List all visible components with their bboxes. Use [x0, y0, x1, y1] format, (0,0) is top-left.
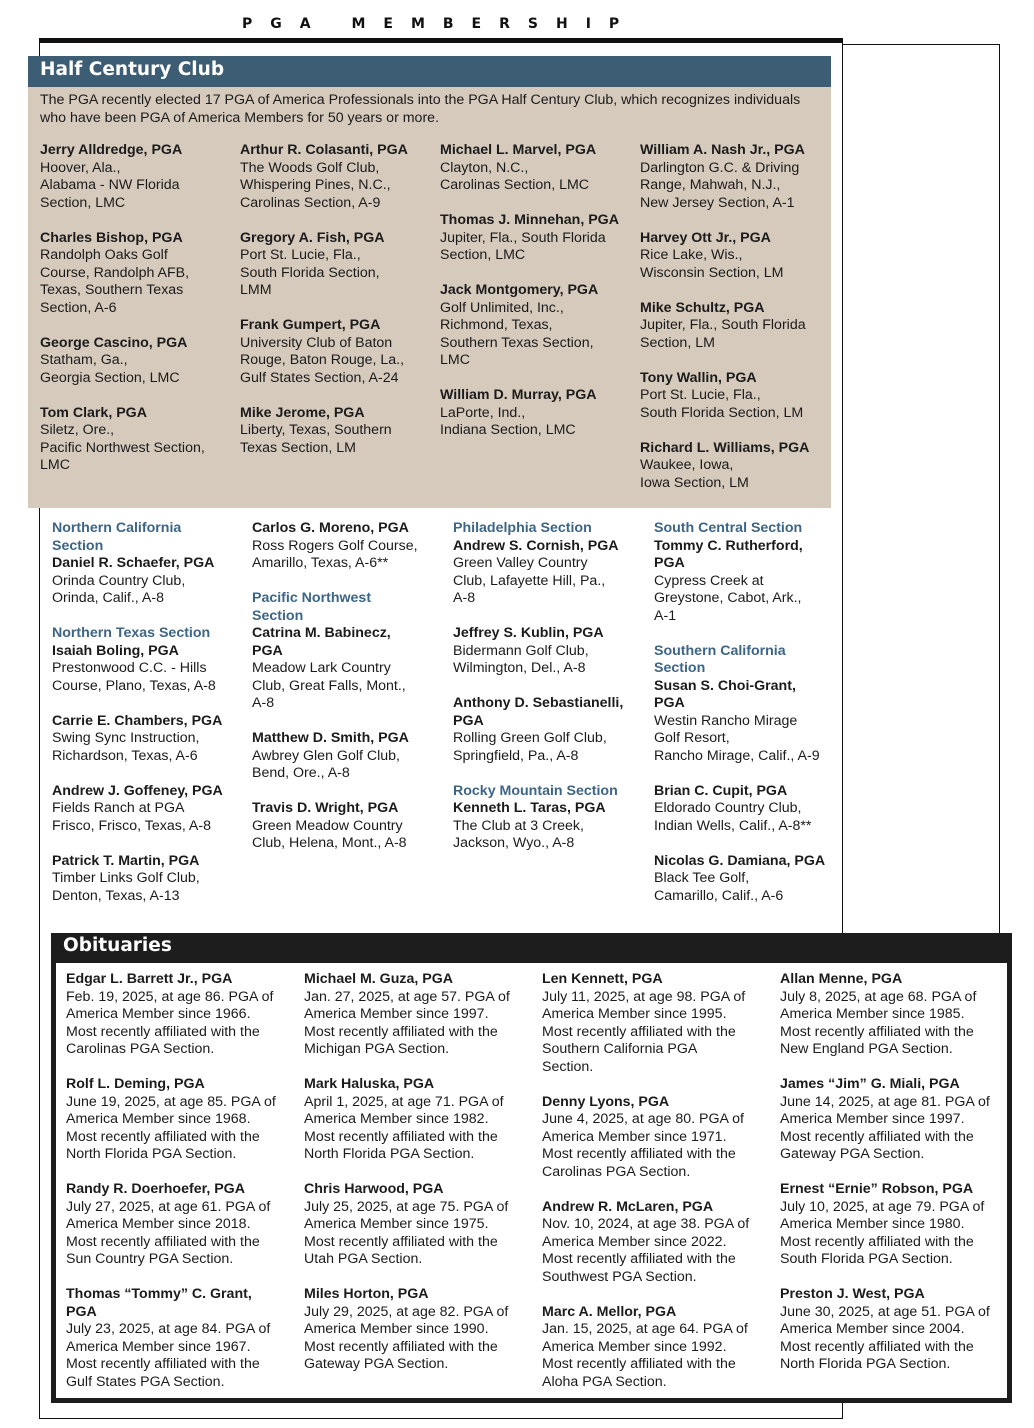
member-detail-line: Port St. Lucie, Fla., — [640, 387, 761, 403]
obituary-detail-line: June 4, 2025, at age 80. PGA of — [542, 1111, 744, 1127]
member-entry — [440, 387, 636, 440]
member-detail-line: Prestonwood C.C. - Hills — [52, 660, 207, 676]
obituary-detail-line: July 8, 2025, at age 68. PGA of — [780, 988, 977, 1005]
obituary-detail-line: Gateway PGA Section. — [780, 1146, 925, 1162]
member-detail-line: Rolling Green Golf Club, — [453, 730, 607, 746]
obituary-name-line: Rolf L. Deming, PGA — [66, 1076, 205, 1092]
obituary-entry — [304, 1181, 530, 1269]
section-heading-line: South Central Section — [654, 520, 803, 536]
member-detail-line: Richardson, Texas, A-6 — [52, 747, 198, 764]
obituary-detail-line: Most recently affiliated with the — [542, 1356, 736, 1372]
member-name: Mike Jerome, PGA — [240, 404, 365, 421]
section-heading-line: Philadelphia Section — [453, 520, 592, 536]
obituary-detail-line: Section. — [542, 1058, 594, 1075]
obituary-name-line: Mark Haluska, PGA — [304, 1076, 435, 1092]
member-entry — [640, 440, 836, 493]
obituary-detail-line: June 14, 2025, at age 81. PGA of — [780, 1093, 990, 1110]
section-member-entry — [654, 643, 850, 766]
member-detail-line: Whispering Pines, N.C., — [240, 177, 391, 193]
member-name: Michael L. Marvel, PGA — [440, 142, 597, 158]
section-member-entry — [654, 853, 850, 906]
member-name-line: Catrina M. Babinecz, — [252, 625, 391, 641]
member-detail-line: Course, Plano, Texas, A-8 — [52, 677, 216, 694]
obituary-entry — [304, 971, 530, 1059]
member-detail-line: Greystone, Cabot, Ark., — [654, 590, 802, 606]
member-detail-line: Amarillo, Texas, A-6** — [252, 555, 389, 571]
section-member-entry — [52, 713, 248, 766]
obituary-detail-line: America Member since 1968. — [66, 1111, 251, 1127]
member-entry — [40, 142, 236, 212]
member-detail-line: Indian Wells, Calif., A-8** — [654, 817, 812, 834]
member-detail-line: South Florida Section, LM — [640, 404, 804, 421]
obituary-entry — [542, 1304, 768, 1392]
obituary-name-line: Chris Harwood, PGA — [304, 1181, 444, 1197]
section-member-entry — [252, 730, 448, 783]
section-heading-line: Northern California — [52, 520, 182, 536]
obituary-name-line: Michael M. Guza, PGA — [304, 971, 453, 987]
obituary-detail-line: July 25, 2025, at age 75. PGA of — [304, 1198, 509, 1215]
member-detail-line: Green Meadow Country — [252, 817, 403, 834]
obituary-entry — [780, 1076, 1006, 1164]
member-detail-line: Texas, Southern Texas — [40, 282, 184, 298]
sections-column-4 — [654, 520, 850, 923]
member-entry — [640, 230, 836, 283]
obituary-detail-line: America Member since 1985. — [780, 1006, 965, 1022]
member-entry — [240, 142, 436, 212]
obituary-detail-line: July 23, 2025, at age 84. PGA of — [66, 1321, 271, 1337]
obituary-detail-line: Most recently affiliated with the — [304, 1233, 498, 1250]
member-name-line: Tommy C. Rutherford, — [654, 537, 803, 554]
member-detail-line: A-1 — [654, 607, 677, 624]
obituary-detail-line: Most recently affiliated with the — [542, 1023, 736, 1040]
member-detail-line: Section, LM — [640, 334, 715, 351]
member-detail-line: Meadow Lark Country — [252, 660, 391, 676]
section-heading-line: Section — [654, 660, 706, 676]
member-detail-line: Ross Rogers Golf Course, — [252, 537, 418, 554]
obituary-name-line: Denny Lyons, PGA — [542, 1093, 670, 1110]
section-heading-line: Section — [52, 537, 104, 554]
obituary-detail-line: South Florida PGA Section. — [780, 1251, 953, 1267]
member-detail-line: Darlington G.C. & Driving — [640, 159, 800, 176]
section-member-entry — [52, 520, 248, 608]
member-detail-line: Randolph Oaks Golf — [40, 247, 168, 263]
obituary-detail-line: America Member since 1997. — [304, 1006, 489, 1022]
member-entry — [240, 317, 436, 387]
obituary-name-line: Ernest “Ernie” Robson, PGA — [780, 1181, 974, 1197]
obituary-detail-line: Most recently affiliated with the — [304, 1023, 498, 1040]
half-century-intro: The PGA recently elected 17 PGA of America Professionals into the PGA Half Century Club, which recognizes individuals who have been PGA of America Members for 50 years or more. — [40, 92, 801, 126]
member-detail-line: Camarillo, Calif., A-6 — [654, 887, 784, 904]
member-detail-line: Bend, Ore., A-8 — [252, 765, 350, 781]
member-name: Mike Schultz, PGA — [640, 299, 765, 316]
member-detail-line: Section, LMC — [440, 247, 526, 263]
member-detail-line: Springfield, Pa., A-8 — [453, 747, 579, 764]
member-entry — [40, 230, 236, 318]
member-detail-line: Course, Randolph AFB, — [40, 264, 190, 281]
frame-bottom-line — [39, 1418, 843, 1419]
member-entry — [40, 335, 236, 388]
obituaries-column-1 — [66, 971, 292, 1409]
member-detail-line: Timber Links Golf Club, — [52, 870, 200, 886]
member-detail-line: Frisco, Frisco, Texas, A-8 — [52, 817, 211, 834]
member-name: Tom Clark, PGA — [40, 404, 147, 421]
obituary-detail-line: April 1, 2025, at age 71. PGA of — [304, 1093, 504, 1110]
member-detail-line: Green Valley Country — [453, 555, 588, 571]
member-detail-line: Richmond, Texas, — [440, 317, 553, 333]
member-entry — [240, 405, 436, 458]
member-detail-line: Swing Sync Instruction, — [52, 730, 200, 746]
section-member-entry — [52, 625, 248, 695]
obituaries-column-2 — [304, 971, 530, 1391]
obituary-detail-line: June 30, 2025, at age 51. PGA of — [780, 1303, 990, 1320]
obituary-entry — [780, 1181, 1006, 1269]
obituary-detail-line: America Member since 2022. — [542, 1233, 727, 1250]
member-name-line: Daniel R. Schaefer, PGA — [52, 555, 215, 571]
obituary-entry — [304, 1286, 530, 1374]
obituary-name-line: Miles Horton, PGA — [304, 1286, 429, 1302]
obituaries-header: Obituaries — [63, 935, 172, 956]
member-detail-line: A-8 — [453, 590, 476, 606]
member-name: Jerry Alldredge, PGA — [40, 142, 183, 158]
obituary-name-line: Edgar L. Barrett Jr., PGA — [66, 971, 233, 987]
member-detail-line: Waukee, Iowa, — [640, 457, 734, 473]
member-detail-line: Section, A-6 — [40, 299, 117, 316]
obituary-entry — [66, 1181, 292, 1269]
member-detail-line: Cypress Creek at — [654, 572, 764, 589]
member-name: Jack Montgomery, PGA — [440, 282, 599, 298]
member-detail-line: The Club at 3 Creek, — [453, 817, 584, 834]
section-member-entry — [453, 783, 649, 853]
obituary-entry — [780, 971, 1006, 1059]
obituary-detail-line: June 19, 2025, at age 85. PGA of — [66, 1093, 276, 1110]
obituary-detail-line: New England PGA Section. — [780, 1041, 953, 1057]
member-detail-line: LMC — [440, 352, 470, 368]
member-detail-line: Carolinas Section, A-9 — [240, 194, 381, 211]
obituary-detail-line: America Member since 1967. — [66, 1338, 251, 1355]
member-name-line: Isaiah Boling, PGA — [52, 642, 179, 659]
obituary-entry — [66, 1076, 292, 1164]
obituary-detail-line: America Member since 2004. — [780, 1321, 965, 1337]
member-detail-line: Club, Helena, Mont., A-8 — [252, 835, 407, 851]
member-detail-line: Westin Rancho Mirage — [654, 712, 798, 729]
obituary-name-line: James “Jim” G. Miali, PGA — [780, 1076, 960, 1092]
section-member-entry — [453, 625, 649, 678]
member-detail-line: Range, Mahwah, N.J., — [640, 177, 781, 193]
member-name: Charles Bishop, PGA — [40, 229, 183, 246]
obituary-name-line: Marc A. Mellor, PGA — [542, 1303, 677, 1320]
obituary-entry — [542, 1199, 768, 1287]
member-name: Richard L. Williams, PGA — [640, 439, 810, 456]
member-detail-line: Clayton, N.C., — [440, 159, 529, 176]
member-detail-line: Indiana Section, LMC — [440, 422, 576, 438]
member-detail-line: Club, Lafayette Hill, Pa., — [453, 572, 606, 589]
member-name-line: Jeffrey S. Kublin, PGA — [453, 625, 604, 641]
section-member-entry — [453, 520, 649, 608]
member-detail-line: Hoover, Ala., — [40, 159, 121, 176]
member-entry — [640, 370, 836, 423]
section-heading-line: Southern California — [654, 642, 786, 659]
member-detail-line: Denton, Texas, A-13 — [52, 887, 180, 904]
half-century-column-3 — [440, 142, 636, 457]
obituary-detail-line: Carolinas PGA Section. — [542, 1163, 691, 1180]
member-entry — [440, 282, 636, 370]
member-entry — [240, 230, 436, 300]
member-detail-line: Eldorado Country Club, — [654, 800, 802, 816]
obituary-entry — [66, 1286, 292, 1391]
obituary-entry — [542, 971, 768, 1076]
obituary-detail-line: Feb. 19, 2025, at age 86. PGA of — [66, 988, 274, 1005]
obituary-detail-line: Most recently affiliated with the — [304, 1338, 498, 1355]
member-detail-line: Texas Section, LM — [240, 439, 356, 456]
member-name-line: Kenneth L. Taras, PGA — [453, 800, 606, 816]
obituary-detail-line: Aloha PGA Section. — [542, 1373, 667, 1390]
member-detail-line: Bidermann Golf Club, — [453, 642, 589, 659]
obituary-detail-line: Nov. 10, 2024, at age 38. PGA of — [542, 1216, 750, 1232]
member-name-line: PGA — [654, 555, 685, 571]
obituary-detail-line: Most recently affiliated with the — [66, 1356, 260, 1372]
member-detail-line: Golf Resort, — [654, 730, 730, 746]
obituary-detail-line: July 27, 2025, at age 61. PGA of — [66, 1198, 271, 1215]
obituary-detail-line: Sun Country PGA Section. — [66, 1251, 234, 1267]
member-detail-line: Georgia Section, LMC — [40, 369, 180, 386]
member-detail-line: Rouge, Baton Rouge, La., — [240, 352, 405, 368]
obituary-name-line: Thomas “Tommy” C. Grant, — [66, 1286, 252, 1302]
member-detail-line: Southern Texas Section, — [440, 334, 594, 351]
obituary-detail-line: North Florida PGA Section. — [304, 1146, 475, 1162]
member-detail-line: Black Tee Golf, — [654, 870, 750, 886]
member-detail-line: Rice Lake, Wis., — [640, 247, 743, 263]
obituary-detail-line: America Member since 1997. — [780, 1111, 965, 1127]
obituary-detail-line: America Member since 1995. — [542, 1006, 727, 1022]
obituary-detail-line: America Member since 2018. — [66, 1216, 251, 1232]
obituaries-column-4 — [780, 971, 1006, 1391]
member-entry — [640, 300, 836, 353]
member-name: William A. Nash Jr., PGA — [640, 142, 805, 158]
sections-column-3 — [453, 520, 649, 870]
member-detail-line: Jackson, Wyo., A-8 — [453, 835, 575, 851]
obituaries-body — [56, 963, 1007, 1398]
member-name-line: PGA — [654, 695, 685, 711]
member-name-line: Carlos G. Moreno, PGA — [252, 520, 409, 536]
obituary-entry — [304, 1076, 530, 1164]
obituary-detail-line: July 11, 2025, at age 98. PGA of — [542, 988, 746, 1005]
frame-outer-right-line — [999, 44, 1000, 933]
frame-outer-top-line — [843, 44, 1000, 45]
section-member-entry — [654, 783, 850, 836]
sections-column-1 — [52, 520, 248, 923]
section-member-entry — [252, 590, 448, 713]
obituary-detail-line: Most recently affiliated with the — [66, 1233, 260, 1250]
member-detail-line: Liberty, Texas, Southern — [240, 422, 392, 438]
obituary-entry — [780, 1286, 1006, 1374]
member-detail-line: A-8 — [252, 695, 275, 711]
obituary-detail-line: Gulf States PGA Section. — [66, 1373, 225, 1390]
section-heading-line: Rocky Mountain Section — [453, 782, 618, 799]
member-name: Harvey Ott Jr., PGA — [640, 229, 771, 246]
obituary-detail-line: Jan. 15, 2025, at age 64. PGA of — [542, 1321, 748, 1337]
member-detail-line: Club, Great Falls, Mont., — [252, 677, 406, 694]
half-century-panel — [28, 87, 831, 508]
half-century-column-2 — [240, 142, 436, 475]
member-name: Frank Gumpert, PGA — [240, 317, 381, 333]
member-entry — [640, 142, 836, 212]
obituary-name-line: PGA — [66, 1303, 97, 1320]
obituary-name-line: Allan Menne, PGA — [780, 971, 903, 987]
section-member-entry — [252, 520, 448, 573]
obituary-detail-line: Most recently affiliated with the — [780, 1338, 974, 1355]
member-detail-line: LMM — [240, 282, 272, 298]
obituary-detail-line: July 29, 2025, at age 82. PGA of — [304, 1303, 509, 1320]
obituary-entry — [542, 1094, 768, 1182]
member-detail-line: LaPorte, Ind., — [440, 404, 526, 421]
obituary-name-line: Randy R. Doerhoefer, PGA — [66, 1181, 245, 1197]
section-heading-line: Pacific Northwest — [252, 590, 372, 606]
member-name: George Cascino, PGA — [40, 334, 188, 351]
member-name: Arthur R. Colasanti, PGA — [240, 142, 408, 158]
obituary-detail-line: America Member since 1966. — [66, 1006, 251, 1022]
obituary-entry — [66, 971, 292, 1059]
obituary-detail-line: Jan. 27, 2025, at age 57. PGA of — [304, 988, 510, 1005]
section-heading-line: Northern Texas Section — [52, 625, 211, 641]
member-name-line: Anthony D. Sebastianelli, — [453, 695, 624, 711]
obituary-detail-line: Most recently affiliated with the — [304, 1128, 498, 1145]
member-name-line: Susan S. Choi-Grant, — [654, 677, 796, 694]
obituary-detail-line: America Member since 1980. — [780, 1216, 965, 1232]
member-entry — [40, 405, 236, 475]
member-detail-line: Pacific Northwest Section, — [40, 439, 205, 456]
member-name-line: Matthew D. Smith, PGA — [252, 730, 409, 746]
obituary-detail-line: Gateway PGA Section. — [304, 1356, 449, 1372]
member-detail-line: Orinda Country Club, — [52, 572, 186, 589]
member-detail-line: Rancho Mirage, Calif., A-9 — [654, 747, 820, 764]
member-name-line: Brian C. Cupit, PGA — [654, 782, 788, 799]
obituary-detail-line: Michigan PGA Section. — [304, 1041, 450, 1057]
obituary-detail-line: America Member since 1971. — [542, 1128, 727, 1145]
obituary-detail-line: Carolinas PGA Section. — [66, 1041, 215, 1057]
member-name-line: Nicolas G. Damiana, PGA — [654, 852, 826, 869]
obituary-detail-line: Most recently affiliated with the — [542, 1251, 736, 1267]
sections-column-2 — [252, 520, 448, 870]
member-name-line: Carrie E. Chambers, PGA — [52, 712, 223, 729]
member-entry — [440, 212, 636, 265]
obituary-detail-line: America Member since 1990. — [304, 1321, 489, 1337]
obituaries-column-3 — [542, 971, 768, 1409]
member-name-line: Travis D. Wright, PGA — [252, 800, 399, 816]
member-detail-line: Alabama - NW Florida — [40, 177, 180, 193]
obituary-detail-line: Most recently affiliated with the — [66, 1128, 260, 1145]
member-detail-line: Siletz, Ore., — [40, 422, 115, 438]
member-detail-line: LMC — [40, 457, 70, 473]
obituary-detail-line: America Member since 1975. — [304, 1216, 489, 1232]
obituary-detail-line: Most recently affiliated with the — [780, 1128, 974, 1145]
member-detail-line: South Florida Section, — [240, 264, 380, 281]
obituary-detail-line: Southern California PGA — [542, 1041, 698, 1057]
member-name: Thomas J. Minnehan, PGA — [440, 212, 619, 228]
member-detail-line: New Jersey Section, A-1 — [640, 194, 795, 211]
member-detail-line: University Club of Baton — [240, 334, 393, 351]
member-detail-line: Carolinas Section, LMC — [440, 177, 590, 193]
member-detail-line: Port St. Lucie, Fla., — [240, 247, 361, 263]
obituary-detail-line: July 10, 2025, at age 79. PGA of — [780, 1198, 985, 1215]
member-name-line: PGA — [252, 642, 283, 659]
member-detail-line: Statham, Ga., — [40, 352, 128, 368]
section-heading-line: Section — [252, 607, 304, 624]
member-name-line: Patrick T. Martin, PGA — [52, 852, 200, 869]
half-century-header: Half Century Club — [28, 56, 831, 87]
half-century-column-4 — [640, 142, 836, 510]
member-detail-line: Jupiter, Fla., South Florida — [640, 317, 806, 333]
obituary-detail-line: Most recently affiliated with the — [780, 1233, 974, 1250]
section-member-entry — [52, 783, 248, 836]
member-name: William D. Murray, PGA — [440, 387, 597, 403]
section-member-entry — [52, 853, 248, 906]
member-name-line: PGA — [453, 712, 484, 729]
member-entry — [440, 142, 636, 195]
member-name: Gregory A. Fish, PGA — [240, 229, 385, 246]
member-detail-line: Wilmington, Del., A-8 — [453, 660, 586, 676]
member-detail-line: The Woods Golf Club, — [240, 159, 380, 176]
member-name: Tony Wallin, PGA — [640, 369, 757, 386]
page-header-title: PGA MEMBERSHIP — [242, 16, 638, 32]
member-detail-line: Section, LMC — [40, 194, 126, 211]
section-member-entry — [453, 695, 649, 765]
obituary-name-line: Len Kennett, PGA — [542, 971, 663, 987]
member-detail-line: Jupiter, Fla., South Florida — [440, 229, 606, 246]
obituary-detail-line: Most recently affiliated with the — [780, 1023, 974, 1040]
member-detail-line: Iowa Section, LM — [640, 474, 749, 491]
member-detail-line: Wisconsin Section, LM — [640, 264, 784, 281]
obituary-detail-line: Most recently affiliated with the — [66, 1023, 260, 1040]
obituary-detail-line: America Member since 1992. — [542, 1338, 727, 1355]
member-detail-line: Golf Unlimited, Inc., — [440, 299, 564, 316]
obituary-detail-line: Utah PGA Section. — [304, 1251, 423, 1267]
member-detail-line: Awbrey Glen Golf Club, — [252, 747, 400, 764]
member-detail-line: Gulf States Section, A-24 — [240, 369, 399, 386]
obituary-detail-line: North Florida PGA Section. — [780, 1356, 951, 1372]
obituary-detail-line: America Member since 1982. — [304, 1111, 489, 1127]
obituary-detail-line: Most recently affiliated with the — [542, 1146, 736, 1162]
top-rule — [39, 38, 843, 43]
obituaries-panel — [51, 933, 1012, 1403]
obituary-name-line: Andrew R. McLaren, PGA — [542, 1198, 714, 1215]
member-detail-line: Fields Ranch at PGA — [52, 800, 185, 816]
section-member-entry — [252, 800, 448, 853]
half-century-column-1 — [40, 142, 236, 492]
member-name-line: Andrew J. Goffeney, PGA — [52, 782, 223, 799]
obituary-detail-line: Southwest PGA Section. — [542, 1268, 697, 1285]
member-detail-line: Orinda, Calif., A-8 — [52, 590, 164, 606]
section-member-entry — [654, 520, 850, 625]
member-name-line: Andrew S. Cornish, PGA — [453, 537, 619, 554]
obituary-detail-line: North Florida PGA Section. — [66, 1146, 237, 1162]
obituary-name-line: Preston J. West, PGA — [780, 1286, 925, 1302]
